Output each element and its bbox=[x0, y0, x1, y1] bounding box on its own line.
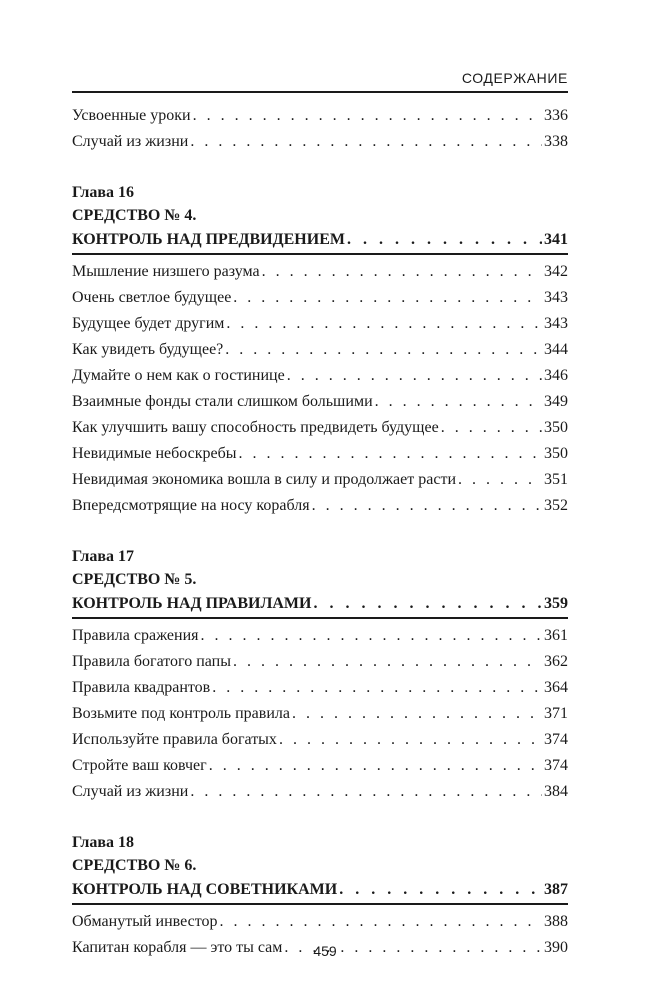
toc-entry-page: 346 bbox=[544, 367, 568, 384]
toc-entry[interactable] bbox=[72, 415, 568, 441]
toc-entry[interactable] bbox=[72, 909, 568, 935]
dot-leader bbox=[262, 259, 542, 285]
dot-leader bbox=[220, 909, 543, 935]
dot-leader bbox=[225, 337, 542, 363]
toc-entry-page: 362 bbox=[544, 653, 568, 670]
dot-leader bbox=[287, 363, 542, 389]
toc-entry-label: Думайте о нем как о гостинице bbox=[72, 367, 285, 384]
toc-entry[interactable] bbox=[72, 103, 568, 129]
running-head: СОДЕРЖАНИЕ bbox=[461, 70, 568, 86]
toc-entry-label: Правила сражения bbox=[72, 627, 199, 644]
dot-leader bbox=[212, 675, 542, 701]
toc-entry-page: 336 bbox=[544, 107, 568, 124]
toc-entry-label: Невидимая экономика вошла в силу и продолжает расти bbox=[72, 471, 456, 488]
toc-entry[interactable] bbox=[72, 337, 568, 363]
toc-entry-label: Взаимные фонды стали слишком большими bbox=[72, 393, 373, 410]
toc-entry[interactable] bbox=[72, 779, 568, 805]
chapter-subtitle: СРЕДСТВО № 6. bbox=[72, 857, 197, 874]
chapter-label: Глава 17 bbox=[72, 548, 134, 565]
dot-leader bbox=[313, 591, 542, 617]
toc-entry[interactable] bbox=[72, 311, 568, 337]
toc-entry-label: Используйте правила богатых bbox=[72, 731, 277, 748]
toc-entry[interactable] bbox=[72, 701, 568, 727]
chapter-title: КОНТРОЛЬ НАД ПРАВИЛАМИ bbox=[72, 595, 312, 612]
toc-entry[interactable] bbox=[72, 493, 568, 519]
toc-entry[interactable] bbox=[72, 623, 568, 649]
toc-entry-label: Как улучшить вашу способность предвидеть будущее bbox=[72, 419, 439, 436]
toc-entry-page: 371 bbox=[544, 705, 568, 722]
toc-entry-page: 384 bbox=[544, 783, 568, 800]
dot-leader bbox=[458, 467, 542, 493]
dot-leader bbox=[312, 493, 542, 519]
toc-entry-page: 342 bbox=[544, 263, 568, 280]
toc-entry-label: Усвоенные уроки bbox=[72, 107, 191, 124]
chapter-label: Глава 16 bbox=[72, 184, 134, 201]
dot-leader bbox=[279, 727, 542, 753]
toc-entry-page: 388 bbox=[544, 913, 568, 930]
toc-entry-page: 361 bbox=[544, 627, 568, 644]
chapter-subtitle: СРЕДСТВО № 4. bbox=[72, 207, 197, 224]
toc-entry-page: 350 bbox=[544, 445, 568, 462]
toc-entry-page: 344 bbox=[544, 341, 568, 358]
page-number: 459 bbox=[313, 943, 337, 959]
toc-entry-page: 343 bbox=[544, 289, 568, 306]
chapter-title-page: 359 bbox=[544, 595, 568, 612]
toc-entry-page: 349 bbox=[544, 393, 568, 410]
dot-leader bbox=[339, 877, 542, 903]
header-rule bbox=[72, 91, 568, 93]
toc-entry-page: 350 bbox=[544, 419, 568, 436]
chapter-title-entry[interactable] bbox=[72, 227, 568, 255]
dot-leader bbox=[193, 103, 542, 129]
chapter-subtitle: СРЕДСТВО № 5. bbox=[72, 571, 197, 588]
toc-entry[interactable] bbox=[72, 675, 568, 701]
chapter-title: КОНТРОЛЬ НАД СОВЕТНИКАМИ bbox=[72, 881, 338, 898]
toc-entry[interactable] bbox=[72, 389, 568, 415]
toc-entry[interactable] bbox=[72, 727, 568, 753]
toc-entry[interactable] bbox=[72, 259, 568, 285]
dot-leader bbox=[239, 441, 542, 467]
toc-entry-label: Капитан корабля — это ты сам bbox=[72, 939, 283, 956]
table-of-contents bbox=[72, 103, 568, 961]
dot-leader bbox=[226, 311, 542, 337]
toc-entry-label: Как увидеть будущее? bbox=[72, 341, 224, 358]
chapter-title-entry[interactable] bbox=[72, 877, 568, 905]
toc-entry[interactable] bbox=[72, 441, 568, 467]
chapter-title-page: 387 bbox=[544, 881, 568, 898]
toc-entry-label: Очень светлое будущее bbox=[72, 289, 232, 306]
chapter-label: Глава 18 bbox=[72, 834, 134, 851]
chapter-title-entry[interactable] bbox=[72, 591, 568, 619]
toc-entry-page: 343 bbox=[544, 315, 568, 332]
toc-entry-page: 390 bbox=[544, 939, 568, 956]
dot-leader bbox=[441, 415, 542, 441]
chapter-16 bbox=[72, 181, 568, 519]
toc-entry-page: 338 bbox=[544, 133, 568, 150]
toc-entry[interactable] bbox=[72, 649, 568, 675]
chapter-17 bbox=[72, 545, 568, 805]
dot-leader bbox=[233, 649, 542, 675]
chapter-18 bbox=[72, 831, 568, 961]
toc-entry-label: Случай из жизни bbox=[72, 783, 189, 800]
dot-leader bbox=[292, 701, 542, 727]
toc-entry[interactable] bbox=[72, 467, 568, 493]
toc-entry-label: Случай из жизни bbox=[72, 133, 189, 150]
dot-leader bbox=[201, 623, 543, 649]
toc-entry-page: 351 bbox=[544, 471, 568, 488]
toc-entry[interactable] bbox=[72, 363, 568, 389]
dot-leader bbox=[190, 779, 542, 805]
toc-entry-page: 352 bbox=[544, 497, 568, 514]
chapter-title-page: 341 bbox=[544, 231, 568, 248]
chapter-title: КОНТРОЛЬ НАД ПРЕДВИДЕНИЕМ bbox=[72, 231, 345, 248]
dot-leader bbox=[347, 227, 542, 253]
toc-entry-label: Будущее будет другим bbox=[72, 315, 225, 332]
chapter-entries bbox=[72, 623, 568, 805]
toc-entry-label: Впередсмотрящие на носу корабля bbox=[72, 497, 310, 514]
dot-leader bbox=[233, 285, 542, 311]
toc-entry-page: 374 bbox=[544, 731, 568, 748]
toc-entry-label: Обманутый инвестор bbox=[72, 913, 218, 930]
toc-entry-label: Правила богатого папы bbox=[72, 653, 231, 670]
dot-leader bbox=[375, 389, 542, 415]
toc-entry[interactable] bbox=[72, 285, 568, 311]
toc-entry-label: Невидимые небоскребы bbox=[72, 445, 237, 462]
dot-leader bbox=[209, 753, 542, 779]
toc-entry-label: Возьмите под контроль правила bbox=[72, 705, 290, 722]
toc-entry[interactable] bbox=[72, 753, 568, 779]
toc-entry-page: 364 bbox=[544, 679, 568, 696]
toc-entry-page: 374 bbox=[544, 757, 568, 774]
toc-entry-label: Правила квадрантов bbox=[72, 679, 211, 696]
toc-entry[interactable] bbox=[72, 129, 568, 155]
toc-entry-label: Мышление низшего разума bbox=[72, 263, 260, 280]
toc-entry-label: Стройте ваш ковчег bbox=[72, 757, 207, 774]
dot-leader bbox=[190, 129, 542, 155]
chapter-entries bbox=[72, 259, 568, 519]
